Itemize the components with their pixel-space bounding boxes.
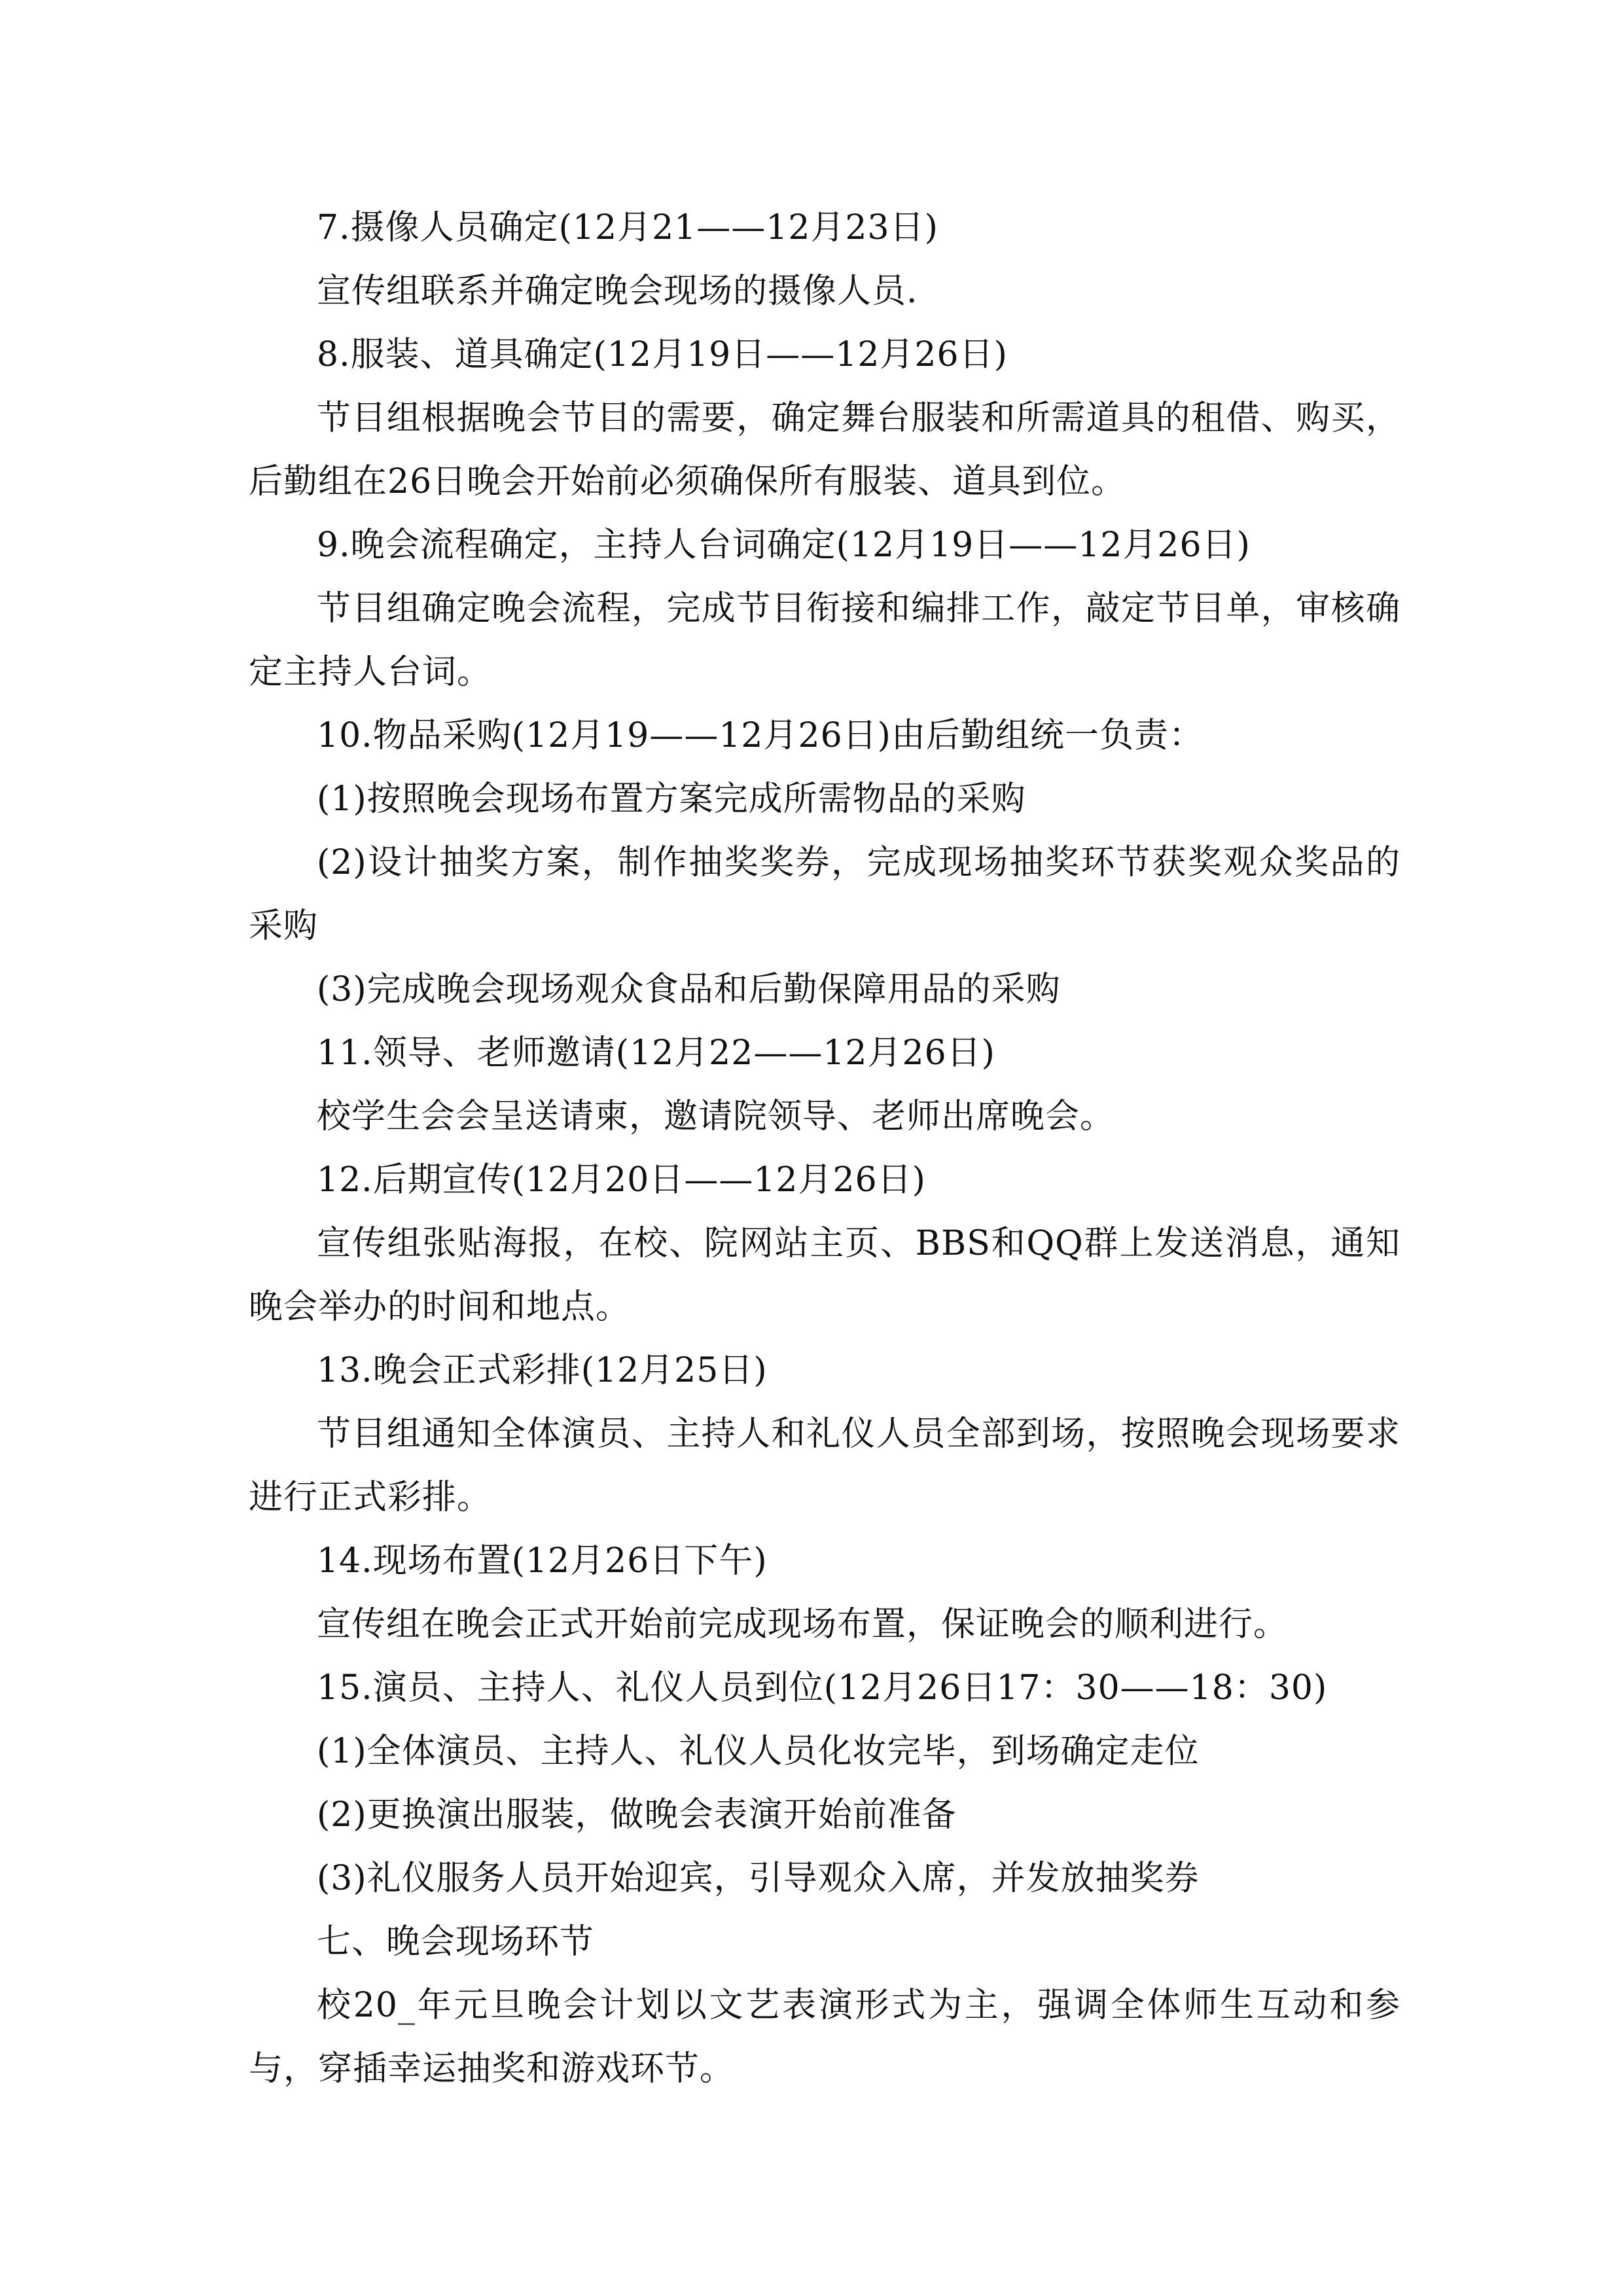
list-item-procurement-2: (2)设计抽奖方案，制作抽奖奖券，完成现场抽奖环节获奖观众奖品的采购	[249, 843, 1400, 946]
paragraph-costumes-props: 节目组根据晚会节目的需要，确定舞台服装和所需道具的租借、购买，后勤组在26日晚会开始前必须确保所有服装、道具到位。	[249, 399, 1400, 501]
paragraph-rehearsal: 节目组通知全体演员、主持人和礼仪人员全部到场，按照晚会现场要求进行正式彩排。	[249, 1414, 1400, 1517]
heading-costumes-props: 8.服装、道具确定(12月19日——12月26日)	[317, 335, 1008, 374]
list-item-arrival-1: (1)全体演员、主持人、礼仪人员化妆完毕，到场确定走位	[317, 1732, 1200, 1771]
paragraph-program-flow: 节目组确定晚会流程，完成节目衔接和编排工作，敲定节目单，审核确定主持人台词。	[249, 589, 1400, 692]
document-body	[249, 196, 1400, 2101]
list-item-arrival-3: (3)礼仪服务人员开始迎宾，引导观众入席，并发放抽奖券	[317, 1859, 1200, 1898]
heading-later-publicity: 12.后期宣传(12月20日——12月26日)	[317, 1160, 926, 1200]
heading-venue-setup: 14.现场布置(12月26日下午)	[317, 1541, 768, 1581]
section-heading-on-site: 七、晚会现场环节	[317, 1922, 595, 1962]
paragraph-later-publicity: 宣传组张贴海报，在校、院网站主页、BBS和QQ群上发送消息，通知晚会举办的时间和地点。	[249, 1224, 1400, 1327]
heading-rehearsal: 13.晚会正式彩排(12月25日)	[317, 1351, 768, 1390]
paragraph-venue-setup: 宣传组在晚会正式开始前完成现场布置，保证晚会的顺利进行。	[317, 1605, 1289, 1644]
list-item-procurement-1: (1)按照晚会现场布置方案完成所需物品的采购	[317, 780, 1026, 819]
paragraph-on-site: 校20_年元旦晚会计划以文艺表演形式为主，强调全体师生互动和参与，穿插幸运抽奖和游戏环节。	[249, 1986, 1400, 2089]
heading-staff-arrival: 15.演员、主持人、礼仪人员到位(12月26日17：30——18：30)	[317, 1668, 1328, 1708]
heading-camera-staff: 7.摄像人员确定(12月21——12月23日)	[317, 208, 938, 247]
paragraph-camera-staff: 宣传组联系并确定晚会现场的摄像人员.	[317, 272, 918, 311]
heading-procurement: 10.物品采购(12月19——12月26日)由后勤组统一负责：	[317, 716, 1204, 755]
heading-program-flow: 9.晚会流程确定，主持人台词确定(12月19日——12月26日)	[317, 526, 1251, 565]
list-item-procurement-3: (3)完成晚会现场观众食品和后勤保障用品的采购	[317, 970, 1061, 1009]
paragraph-invitations: 校学生会会呈送请柬，邀请院领导、老师出席晚会。	[317, 1097, 1115, 1136]
list-item-arrival-2: (2)更换演出服装，做晚会表演开始前准备	[317, 1795, 957, 1835]
heading-invitations: 11.领导、老师邀请(12月22——12月26日)	[317, 1033, 995, 1073]
